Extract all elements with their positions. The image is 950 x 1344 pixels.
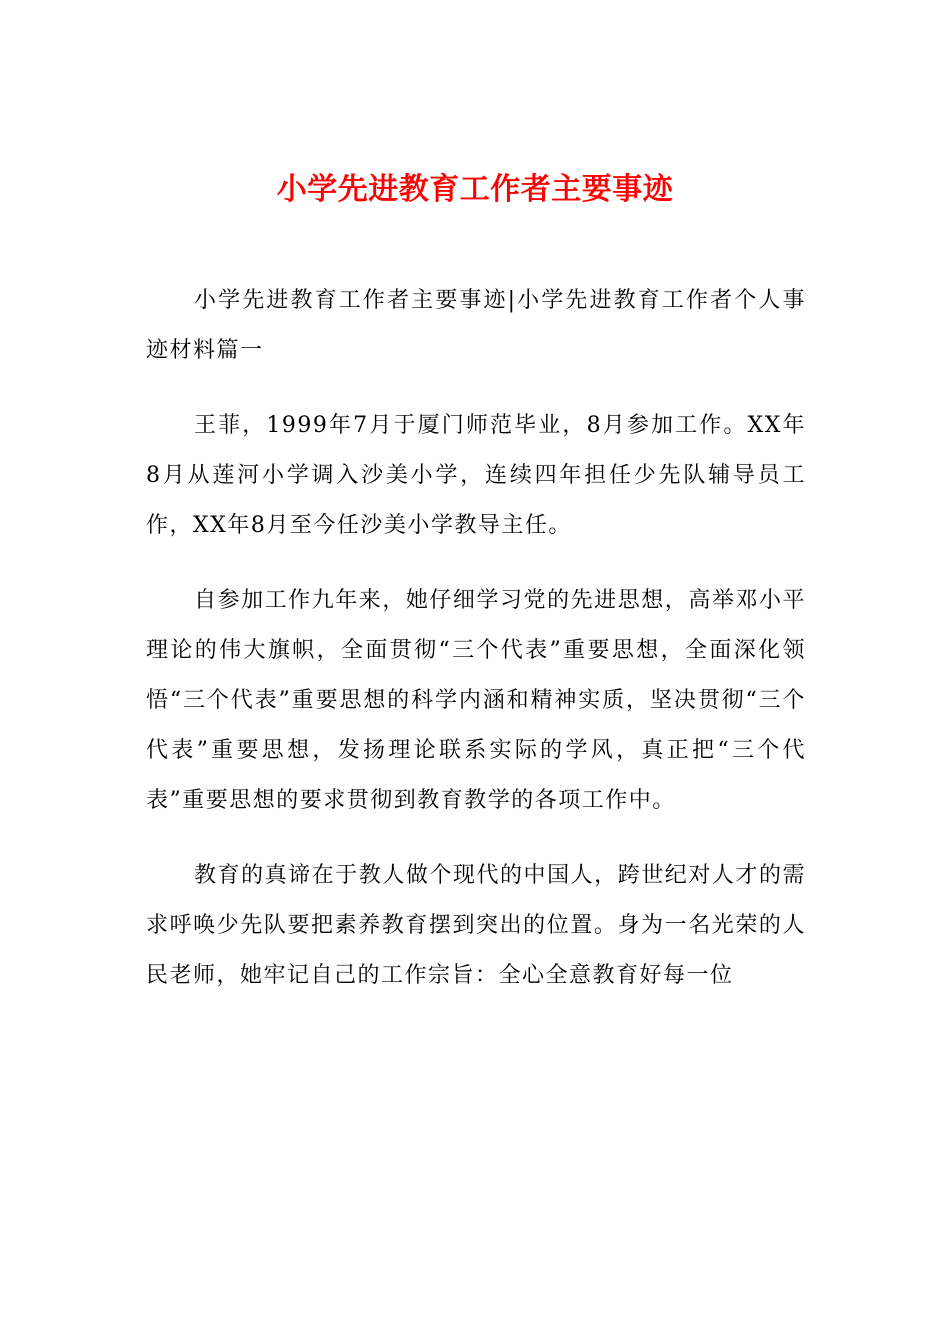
paragraph-education: 教育的真谛在于教人做个现代的中国人，跨世纪对人才的需求呼唤少先队要把素养教育摆到突出的位置。身为一名光荣的人民老师，她牢记自己的工作宗旨：全心全意教育好每一位	[146, 863, 806, 988]
paragraph-heading-line: 小学先进教育工作者主要事迹|小学先进教育工作者个人事迹材料篇一	[146, 288, 806, 363]
paragraph-ideology: 自参加工作九年来，她仔细学习党的先进思想，高举邓小平理论的伟大旗帜，全面贯彻“三个代表”重要思想，全面深化领悟“三个代表”重要思想的科学内涵和精神实质，坚决贯彻“三个代表”重要思想，发扬理论联系实际的学风，真正把“三个代表”重要思想的要求贯彻到教育教学的各项工作中。	[146, 588, 806, 813]
document-body	[146, 276, 806, 1026]
paragraph-biography: 王菲，1999年7月于厦门师范毕业，8月参加工作。XX年8月从莲河小学调入沙美小学，连续四年担任少先队辅导员工作，XX年8月至今任沙美小学教导主任。	[146, 413, 806, 538]
document-title: 小学先进教育工作者主要事迹	[276, 172, 674, 208]
